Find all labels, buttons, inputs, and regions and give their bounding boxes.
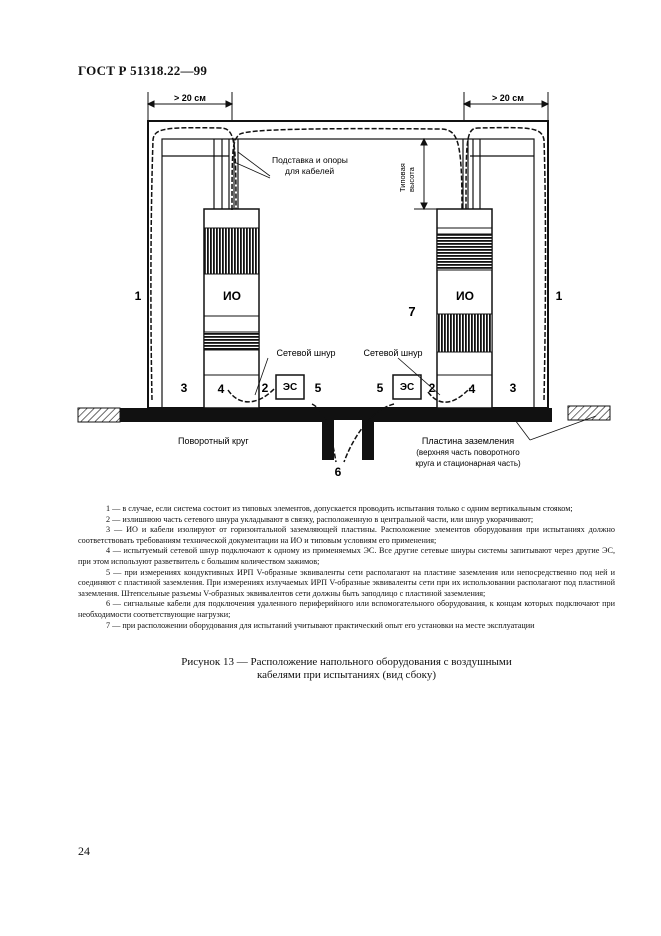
support-label-1: Подставка и опоры [272, 155, 348, 165]
page-number: 24 [78, 844, 90, 858]
note-1: 1 — в случае, если система состоит из типовых элементов, допускается проводить испытания только с одним вертикальным стояком; [106, 504, 573, 513]
note-4: 4 — испытуемый сетевой шнур подключают к одному из применяемых ЭС. Все другие сетевые шнуры системы запитывают через другие ЭС, при этом используют разветвитель с большим количеством зажимов; [78, 546, 615, 566]
note-3: 3 — ИО и кабели изолируют от горизонтальной заземляющей пластины. Расположение элементов оборудования при испытаниях должно соответствовать требованиям технической документации на ИО и типовым условиям его применения; [78, 525, 615, 545]
note-2: 2 — излишнюю часть сетевого шнура укладывают в связку, расположенную в центральной части, или шнур укорачивают; [106, 514, 534, 524]
floor-hatch-right [568, 406, 610, 420]
ground-plate-label-1: Пластина заземления [421, 436, 515, 446]
label-4-left: 4 [217, 382, 225, 396]
label-7: 7 [408, 304, 416, 319]
label-2-right: 2 [428, 381, 436, 395]
left-equipment-cabinet [204, 209, 259, 408]
figure-caption [78, 656, 615, 682]
height-label-2: высота [407, 167, 416, 192]
dim-left-label: > 20 см [174, 93, 206, 103]
label-1-right: 1 [555, 289, 563, 303]
note-7: 7 — при расположении оборудования для испытаний учитывают практический опыт его установки на месте эксплуатации [106, 620, 535, 630]
label-4-right: 4 [468, 382, 476, 396]
figure-notes [78, 504, 615, 631]
support-label-2: для кабелей [285, 166, 335, 176]
label-3-left: 3 [180, 381, 188, 395]
ground-plate-label-3: круга и стационарная часть) [415, 459, 521, 468]
right-equipment-cabinet [437, 209, 492, 408]
label-2-left: 2 [261, 381, 269, 395]
label-1-left: 1 [134, 289, 142, 303]
note-6: 6 — сигнальные кабели для подключения удаленного периферийного или вспомогательного оборудования, к концам которых подключают при необходимости соответствующие нагрузки; [78, 599, 615, 619]
label-5-right: 5 [376, 381, 384, 395]
io-left: ИО [223, 289, 241, 303]
caption-line-1: Рисунок 13 — Расположение напольного оборудования с воздушными [181, 656, 512, 668]
caption-line-2: кабелями при испытаниях (вид сбоку) [256, 669, 437, 681]
height-label-1: Типовая [398, 163, 407, 192]
ground-plate-label-2: (верхняя часть поворотного [416, 448, 520, 457]
note-5: 5 — при измерениях кондуктивных ИРП V-образные эквиваленты сети располагают на пластине заземления или непосредственно под ней и соединяют с пластиной заземления. При измерениях излучаемых ИРП V-образные эквиваленты сети при их использовании располагают под пластиной заземления. Штепсельные разъемы V-образных эквивалентов сети должны быть заподлицо с пластиной заземления; [78, 567, 615, 598]
io-right: ИО [456, 289, 474, 303]
ground-plate [120, 408, 552, 422]
standard-header: ГОСТ Р 51318.22—99 [78, 63, 208, 78]
power-cord-left: Сетевой шнур [276, 348, 336, 358]
typical-height-marker [414, 139, 445, 209]
label-5-left: 5 [314, 381, 322, 395]
turntable-label: Поворотный круг [178, 436, 249, 446]
cable-supports [162, 139, 534, 209]
floor-hatch-left [78, 408, 120, 422]
dim-right-label: > 20 см [492, 93, 524, 103]
power-cord-right: Сетевой шнур [363, 348, 423, 358]
es-right: ЭС [399, 382, 415, 393]
label-6: 6 [334, 465, 342, 479]
label-3-right: 3 [509, 381, 517, 395]
es-left: ЭС [282, 382, 298, 393]
